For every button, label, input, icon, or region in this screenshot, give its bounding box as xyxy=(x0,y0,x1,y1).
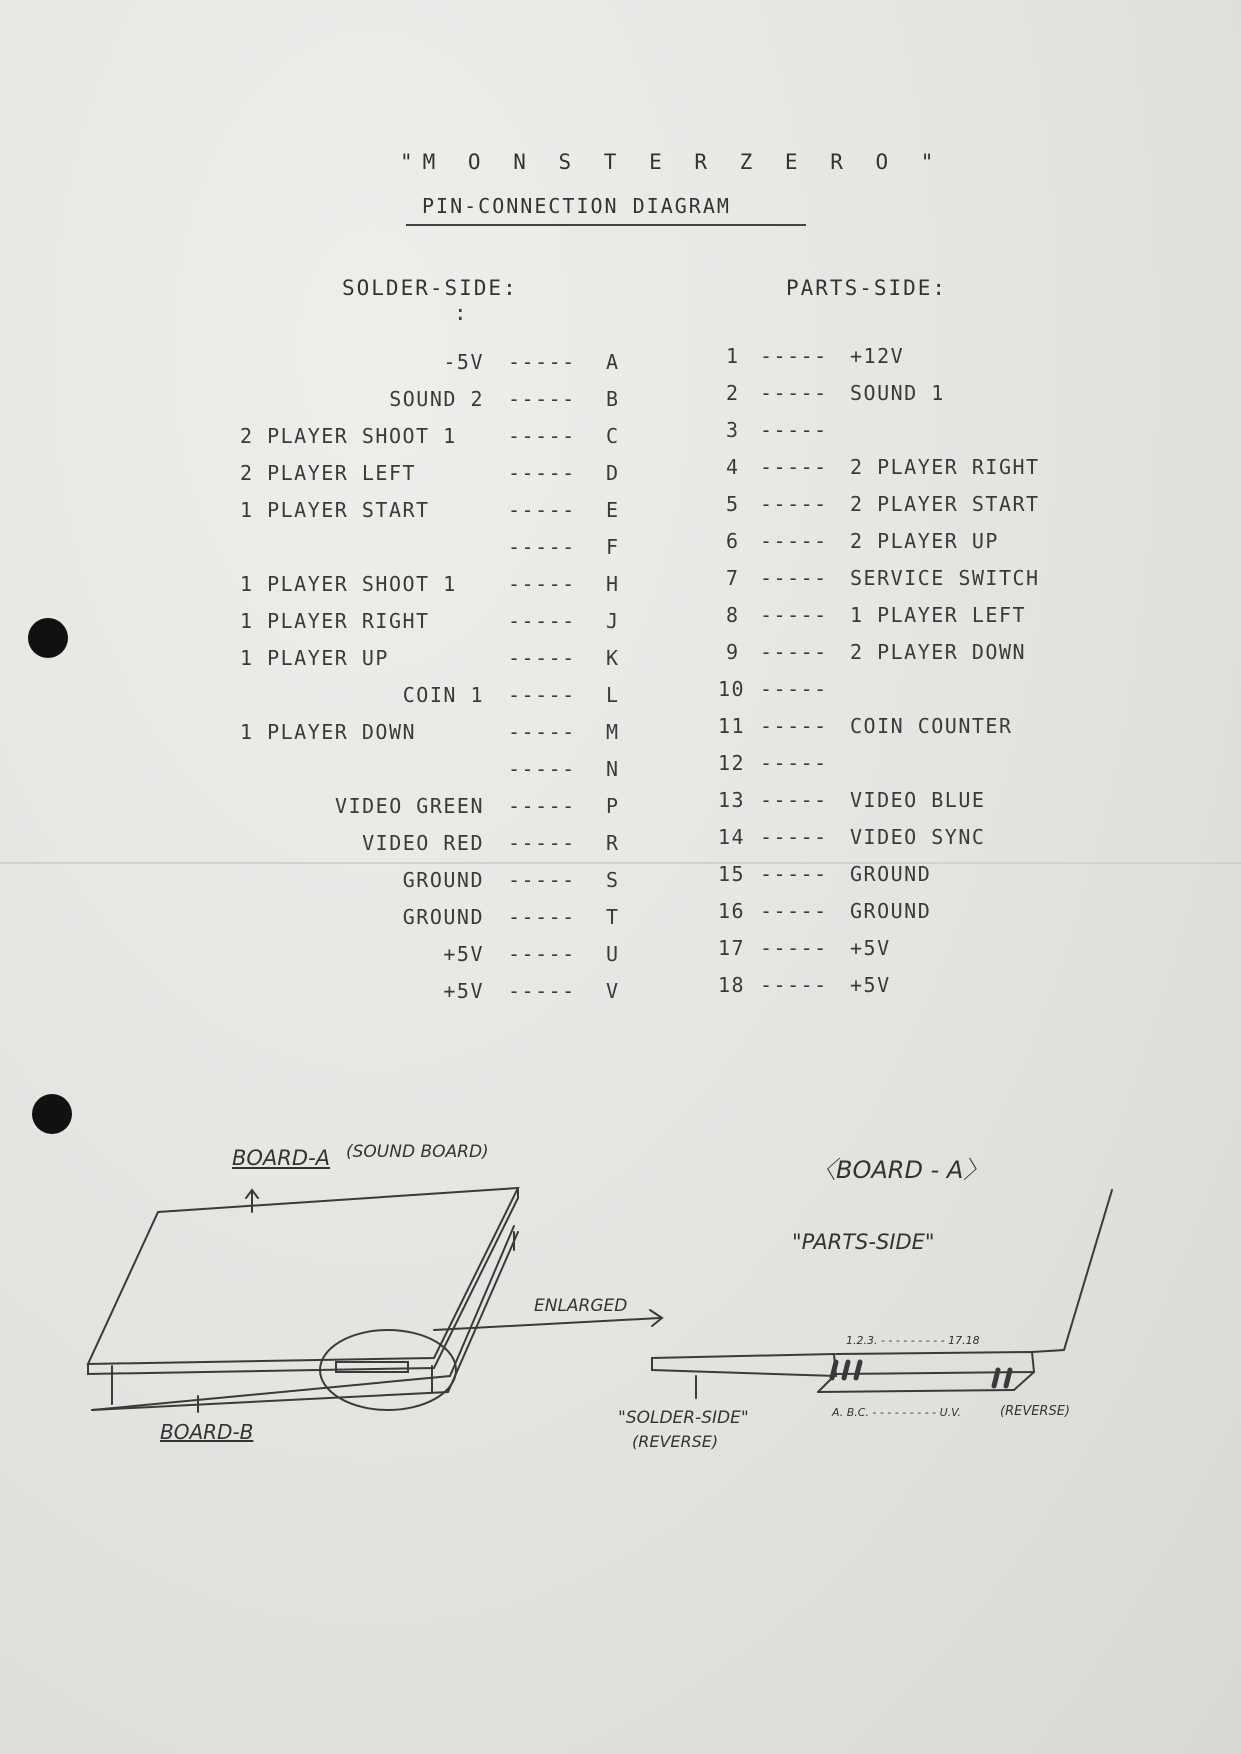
connector-body xyxy=(836,1352,1034,1374)
colon-mark: : xyxy=(454,301,467,325)
connector-bottom-line xyxy=(818,1390,1014,1392)
parts-pin-dashes: ----- xyxy=(760,788,828,812)
parts-pin-number: 13 xyxy=(718,788,746,812)
parts-pin-dashes: ----- xyxy=(760,751,828,775)
document-title: "M O N S T E R Z E R O " xyxy=(400,150,944,174)
solder-pin-label: 1 PLAYER START xyxy=(240,498,430,522)
solder-pin-label: VIDEO RED xyxy=(362,831,484,855)
parts-pin-dashes: ----- xyxy=(760,603,828,627)
pins-reverse-label: (REVERSE) xyxy=(1000,1404,1070,1419)
parts-pin-dashes: ----- xyxy=(760,899,828,923)
solder-pin-dashes: ----- xyxy=(508,350,576,374)
parts-pin-dashes: ----- xyxy=(760,492,828,516)
parts-pin-number: 9 xyxy=(726,640,740,664)
parts-pin-number: 4 xyxy=(726,455,740,479)
solder-pin-letter: E xyxy=(606,498,620,522)
solder-pin-dashes: ----- xyxy=(508,424,576,448)
solder-pin-letter: S xyxy=(606,868,620,892)
parts-pin-dashes: ----- xyxy=(760,936,828,960)
solder-pin-dashes: ----- xyxy=(508,535,576,559)
parts-pin-number: 3 xyxy=(726,418,740,442)
parts-pin-number: 11 xyxy=(718,714,746,738)
solder-pin-dashes: ----- xyxy=(508,683,576,707)
solder-pin-label: 1 PLAYER UP xyxy=(240,646,389,670)
parts-pin-dashes: ----- xyxy=(760,455,828,479)
parts-pin-number: 7 xyxy=(726,566,740,590)
parts-side-edge xyxy=(1032,1190,1112,1352)
solder-pin-letter: U xyxy=(606,942,620,966)
solder-pin-letter: A xyxy=(606,350,620,374)
parts-pin-label: +12V xyxy=(850,344,905,368)
parts-pin-dashes: ----- xyxy=(760,344,828,368)
solder-pin-label: -5V xyxy=(443,350,484,374)
solder-pin-letter: L xyxy=(606,683,620,707)
parts-pin-label: COIN COUNTER xyxy=(850,714,1013,738)
solder-pin-letter: J xyxy=(606,609,620,633)
parts-pin-dashes: ----- xyxy=(760,418,828,442)
parts-pin-number: 15 xyxy=(718,862,746,886)
top-pin-numbers: 1.2.3. - - - - - - - - - 17.18 xyxy=(846,1334,980,1347)
parts-pin-label: +5V xyxy=(850,936,891,960)
solder-pin-dashes: ----- xyxy=(508,609,576,633)
parts-pin-label: VIDEO BLUE xyxy=(850,788,986,812)
board-a-label: BOARD-A xyxy=(232,1146,331,1170)
document-subtitle: PIN-CONNECTION DIAGRAM xyxy=(422,194,731,218)
solder-pin-dashes: ----- xyxy=(508,905,576,929)
enlarged-arrow-line xyxy=(434,1318,660,1330)
parts-pin-dashes: ----- xyxy=(760,973,828,997)
parts-side-heading: PARTS-SIDE: xyxy=(786,276,948,300)
solder-pin-label: GROUND xyxy=(402,905,484,929)
solder-pin-label: +5V xyxy=(443,942,484,966)
parts-pin-number: 2 xyxy=(726,381,740,405)
parts-pin-number: 10 xyxy=(718,677,746,701)
solder-pin-label: 1 PLAYER RIGHT xyxy=(240,609,430,633)
parts-pin-label: 2 PLAYER UP xyxy=(850,529,999,553)
solder-pin-label: 2 PLAYER LEFT xyxy=(240,461,417,485)
solder-pin-dashes: ----- xyxy=(508,498,576,522)
solder-side-label: "SOLDER-SIDE" xyxy=(618,1408,749,1428)
parts-side-label: "PARTS-SIDE" xyxy=(792,1230,935,1254)
parts-pin-dashes: ----- xyxy=(760,862,828,886)
parts-pin-dashes: ----- xyxy=(760,825,828,849)
parts-pin-label: +5V xyxy=(850,973,891,997)
parts-pin-number: 5 xyxy=(726,492,740,516)
bottom-pin-letters: A. B.C. - - - - - - - - - U.V. xyxy=(832,1406,961,1419)
board-a-note: (SOUND BOARD) xyxy=(346,1142,489,1162)
parts-pin-number: 16 xyxy=(718,899,746,923)
solder-pin-dashes: ----- xyxy=(508,461,576,485)
solder-pin-letter: R xyxy=(606,831,620,855)
parts-pin-label: 2 PLAYER DOWN xyxy=(850,640,1027,664)
solder-pin-dashes: ----- xyxy=(508,387,576,411)
connector-bottom-right xyxy=(1014,1372,1034,1390)
solder-pin-label: 1 PLAYER SHOOT 1 xyxy=(240,572,457,596)
solder-pin-dashes: ----- xyxy=(508,942,576,966)
solder-pin-label: VIDEO GREEN xyxy=(335,794,484,818)
parts-pin-number: 17 xyxy=(718,936,746,960)
solder-pin-dashes: ----- xyxy=(508,720,576,744)
solder-pin-letter: N xyxy=(606,757,620,781)
solder-pin-letter: H xyxy=(606,572,620,596)
parts-pin-label: SERVICE SWITCH xyxy=(850,566,1040,590)
parts-pin-number: 6 xyxy=(726,529,740,553)
solder-pin-label: 2 PLAYER SHOOT 1 xyxy=(240,424,457,448)
parts-pin-dashes: ----- xyxy=(760,381,828,405)
parts-pin-label: VIDEO SYNC xyxy=(850,825,986,849)
solder-pin-letter: P xyxy=(606,794,620,818)
solder-pin-label: SOUND 2 xyxy=(389,387,484,411)
board-a-title: 〈BOARD - A〉 xyxy=(812,1156,988,1184)
solder-pin-letter: T xyxy=(606,905,620,929)
parts-pin-label: 1 PLAYER LEFT xyxy=(850,603,1027,627)
solder-pin-letter: M xyxy=(606,720,620,744)
parts-pin-label: GROUND xyxy=(850,899,932,923)
solder-reverse-label: (REVERSE) xyxy=(632,1432,719,1451)
parts-pin-dashes: ----- xyxy=(760,566,828,590)
board-b-edge xyxy=(92,1232,518,1410)
enlarged-label: ENLARGED xyxy=(534,1296,628,1316)
board-a-edge xyxy=(88,1188,518,1374)
board-b-label: BOARD-B xyxy=(160,1420,254,1444)
parts-pin-dashes: ----- xyxy=(760,529,828,553)
board-a-plate xyxy=(88,1188,518,1364)
solder-pin-label: +5V xyxy=(443,979,484,1003)
solder-pin-label: 1 PLAYER DOWN xyxy=(240,720,417,744)
solder-pin-letter: B xyxy=(606,387,620,411)
parts-pin-dashes: ----- xyxy=(760,677,828,701)
parts-pin-number: 14 xyxy=(718,825,746,849)
solder-pin-dashes: ----- xyxy=(508,831,576,855)
solder-pin-letter: V xyxy=(606,979,620,1003)
solder-pin-letter: F xyxy=(606,535,620,559)
parts-pin-label: 2 PLAYER START xyxy=(850,492,1040,516)
board-b-plate xyxy=(92,1226,514,1410)
solder-pin-label: GROUND xyxy=(402,868,484,892)
solder-pin-letter: C xyxy=(606,424,620,448)
parts-pin-number: 12 xyxy=(718,751,746,775)
solder-pin-label: COIN 1 xyxy=(402,683,484,707)
parts-pin-label: 2 PLAYER RIGHT xyxy=(850,455,1040,479)
solder-side-board xyxy=(652,1354,836,1376)
solder-pin-dashes: ----- xyxy=(508,979,576,1003)
solder-side-heading: SOLDER-SIDE: xyxy=(342,276,518,300)
solder-pin-dashes: ----- xyxy=(508,868,576,892)
solder-pin-dashes: ----- xyxy=(508,572,576,596)
parts-pin-label: SOUND 1 xyxy=(850,381,945,405)
solder-pin-letter: K xyxy=(606,646,620,670)
solder-pin-dashes: ----- xyxy=(508,794,576,818)
parts-pin-dashes: ----- xyxy=(760,714,828,738)
solder-pin-dashes: ----- xyxy=(508,646,576,670)
solder-pin-letter: D xyxy=(606,461,620,485)
parts-pin-number: 8 xyxy=(726,603,740,627)
parts-pin-label: GROUND xyxy=(850,862,932,886)
parts-pin-number: 18 xyxy=(718,973,746,997)
solder-pin-dashes: ----- xyxy=(508,757,576,781)
parts-pin-number: 1 xyxy=(726,344,740,368)
parts-pin-dashes: ----- xyxy=(760,640,828,664)
